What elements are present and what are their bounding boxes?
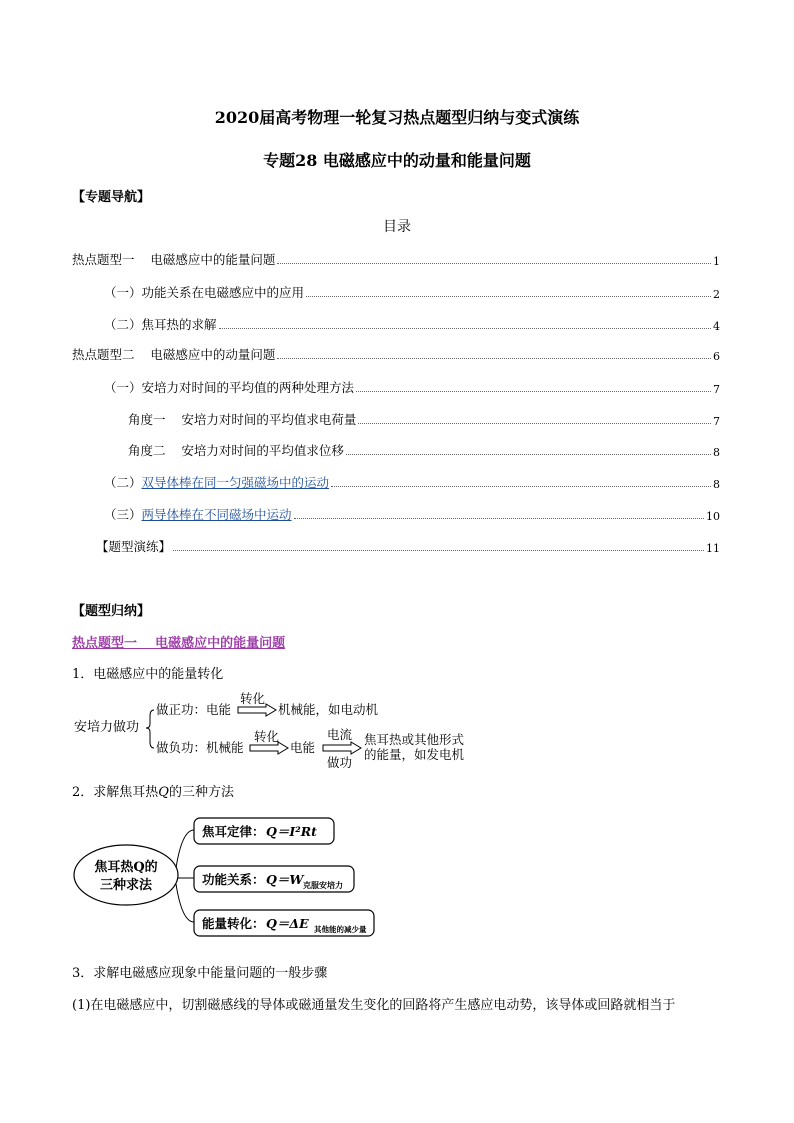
toc-leader <box>277 357 711 359</box>
toc-leader <box>346 453 711 455</box>
toc-leader <box>277 262 711 264</box>
diagram1-neg-arrow-label: 转化 <box>254 729 280 744</box>
method2-formula: Q＝W <box>266 872 304 887</box>
toc-item-5[interactable] <box>104 378 720 396</box>
toc-item-6[interactable] <box>128 410 720 428</box>
toc-page-number: 7 <box>713 383 720 396</box>
double-arrow-icon <box>323 742 361 754</box>
toc-item-2[interactable] <box>104 283 720 301</box>
toc-item-label: （一）功能关系在电磁感应中的应用 <box>104 285 305 300</box>
toc-page-number: 11 <box>706 542 720 555</box>
toc-leader <box>331 485 711 487</box>
diagram1-root: 安培力做功 <box>74 720 140 735</box>
point2-symbol: Q <box>158 785 169 800</box>
toc-item-label: （一）安培力对时间的平均值的两种处理方法 <box>104 380 355 395</box>
diagram1-pos-result: 机械能，如电动机 <box>278 702 379 717</box>
toc-page-number: 2 <box>713 288 720 301</box>
point2-suffix: 的三种方法 <box>168 785 234 800</box>
toc-item-prefix: （三） <box>104 507 142 522</box>
diagram1-neg-mid: 电能 <box>290 740 316 755</box>
diagram1-neg-result1: 焦耳热或其他形式 <box>364 732 465 747</box>
diagram1-neg-label: 做负功：机械能 <box>156 740 244 755</box>
toc-title: 目录 <box>383 219 411 235</box>
connector <box>176 830 194 868</box>
method2-subscript: 克服安培力 <box>303 880 343 890</box>
toc-page-number: 1 <box>713 255 720 268</box>
summary-heading: 【题型归纳】 <box>72 604 151 619</box>
connector <box>176 884 194 922</box>
toc-item-label: 热点题型一 电磁感应中的能量问题 <box>72 252 276 267</box>
method3-formula: Q＝ΔE <box>266 916 309 931</box>
toc-item-10[interactable] <box>96 537 720 555</box>
brace-icon <box>146 710 154 748</box>
toc-item-3[interactable] <box>104 315 720 333</box>
nav-heading: 【专题导航】 <box>72 190 151 205</box>
toc-item-7[interactable] <box>128 441 720 459</box>
joule-heat-methods-diagram <box>70 810 390 945</box>
method3-label: 能量转化： <box>202 916 265 931</box>
diagram1-neg-arrow2-top: 电流 <box>327 727 353 742</box>
method3-subscript: 其他能的减少量 <box>314 925 367 934</box>
toc-page-number: 10 <box>706 510 720 523</box>
toc-item-1[interactable] <box>72 250 720 268</box>
toc-page-number: 7 <box>713 415 720 428</box>
toc-item-prefix: （二） <box>104 475 142 490</box>
method1-formula: Q＝I²Rt <box>266 824 317 839</box>
toc-leader <box>306 295 711 297</box>
toc-leader <box>356 390 711 392</box>
toc-page-number: 4 <box>713 320 720 333</box>
point2 <box>72 781 234 800</box>
toc-item-label: 角度二 安培力对时间的平均值求位移 <box>128 443 344 458</box>
toc-page-number: 8 <box>713 478 720 491</box>
diagram2-center-line2: 三种求法 <box>99 878 153 893</box>
diagram1-pos-label: 做正功：电能 <box>156 702 232 717</box>
toc-leader <box>173 549 704 551</box>
point1: 1．电磁感应中的能量转化 <box>72 667 224 682</box>
method1-label: 焦耳定律： <box>202 824 265 839</box>
toc-item-link[interactable]: 双导体棒在同一匀强磁场中的运动 <box>141 475 330 490</box>
diagram1-neg-arrow2-bottom: 做功 <box>327 755 353 768</box>
toc-leader <box>219 327 711 329</box>
center-ellipse <box>74 845 178 905</box>
paragraph-1: (1)在电磁感应中，切割磁感线的导体或磁通量发生变化的回路将产生感应电动势，该导体或回路就相当于 <box>72 998 676 1013</box>
toc-item-4[interactable] <box>72 345 720 363</box>
topic-title: 专题28 电磁感应中的动量和能量问题 <box>263 151 531 170</box>
toc-item-label: 【题型演练】 <box>96 539 172 554</box>
toc-item-9[interactable] <box>104 505 720 523</box>
toc-item-link[interactable]: 两导体棒在不同磁场中运动 <box>141 507 292 522</box>
method2-label: 功能关系： <box>202 872 265 887</box>
toc-item-label: （二）焦耳热的求解 <box>104 317 217 332</box>
energy-conversion-diagram <box>70 688 490 768</box>
toc-item-label: 角度一 安培力对时间的平均值求电荷量 <box>128 412 357 427</box>
toc-page-number: 6 <box>713 350 720 363</box>
diagram2-center-line1: 焦耳热Q的 <box>94 860 158 875</box>
diagram1-pos-arrow-label: 转化 <box>240 691 266 706</box>
toc-leader <box>358 422 711 424</box>
point2-prefix: 2．求解焦耳热 <box>72 785 159 800</box>
toc-item-label: 热点题型二 电磁感应中的动量问题 <box>72 347 276 362</box>
toc-leader <box>294 517 704 519</box>
topic1-heading[interactable]: 热点题型一 电磁感应中的能量问题 <box>72 636 286 651</box>
toc-page-number: 8 <box>713 446 720 459</box>
diagram1-neg-result2: 的能量，如发电机 <box>364 747 465 762</box>
toc-item-8[interactable] <box>104 473 720 491</box>
document-title: 2020届高考物理一轮复习热点题型归纳与变式演练 <box>214 108 580 127</box>
point3: 3．求解电磁感应现象中能量问题的一般步骤 <box>72 966 328 981</box>
